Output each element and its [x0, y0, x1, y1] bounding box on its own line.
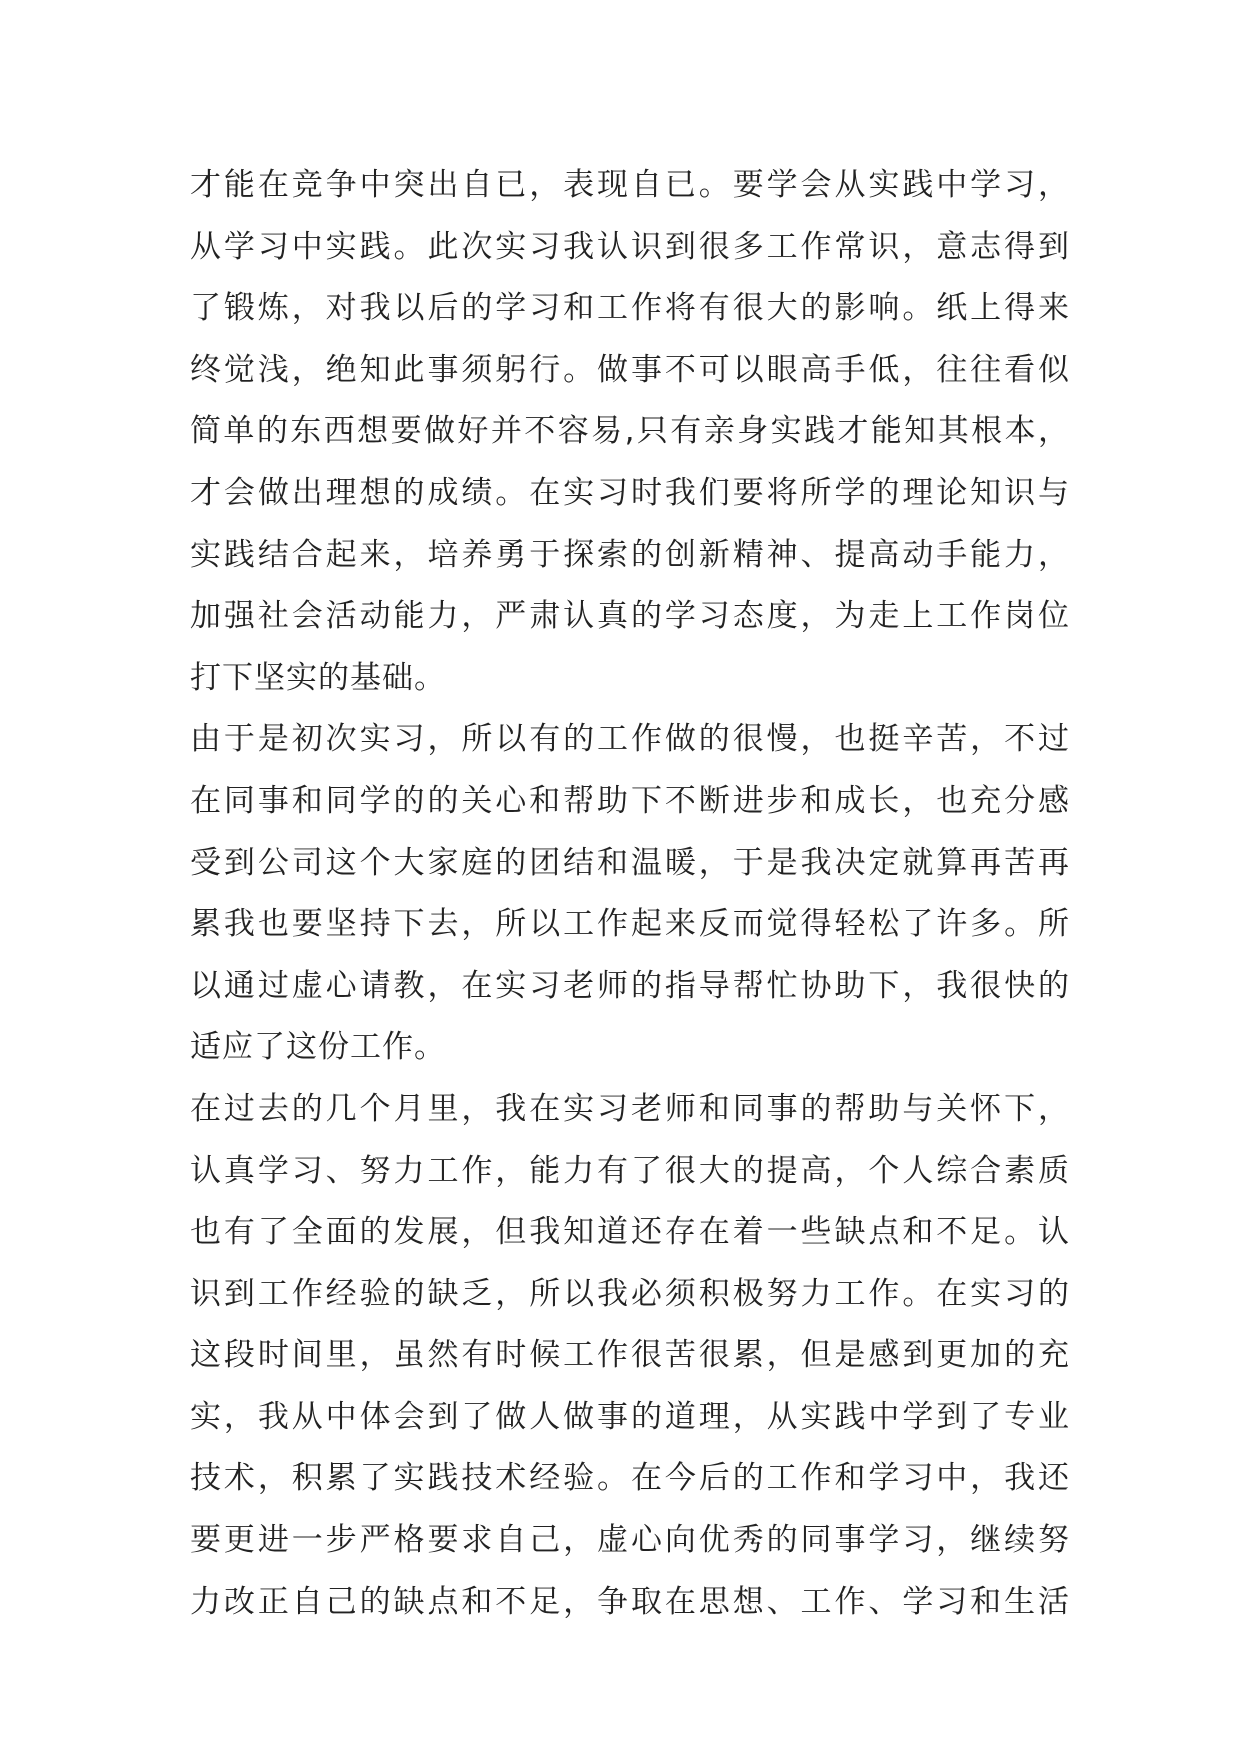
text-line: 才会做出理想的成绩。在实习时我们要将所学的理论知识与 [190, 474, 1070, 511]
text-line: 才能在竞争中突出自已，表现自已。要学会从实践中学习， [190, 167, 1070, 203]
text-line: 以通过虚心请教，在实习老师的指导帮忙协助下，我很快的 [190, 967, 1070, 1004]
text-line: 简单的东西想要做好并不容易,只有亲身实践才能知其根本， [190, 413, 1070, 450]
text-line: 从学习中实践。此次实习我认识到很多工作常识，意志得到 [190, 228, 1070, 265]
text-line: 在同事和同学的的关心和帮助下不断进步和成长，也充分感 [190, 782, 1070, 819]
text-line: 识到工作经验的缺乏，所以我必须积极努力工作。在实习的 [190, 1275, 1070, 1312]
text-line: 累我也要坚持下去，所以工作起来反而觉得轻松了许多。所 [190, 906, 1070, 943]
text-line: 实，我从中体会到了做人做事的道理，从实践中学到了专业 [190, 1398, 1070, 1435]
text-line: 也有了全面的发展，但我知道还存在着一些缺点和不足。认 [190, 1214, 1070, 1251]
text-line: 认真学习、努力工作，能力有了很大的提高，个人综合素质 [190, 1152, 1070, 1189]
text-line: 这段时间里，虽然有时候工作很苦很累，但是感到更加的充 [190, 1337, 1070, 1374]
text-line: 加强社会活动能力，严肃认真的学习态度，为走上工作岗位 [190, 598, 1070, 635]
text-line: 终觉浅，绝知此事须躬行。做事不可以眼高手低，往往看似 [190, 351, 1070, 388]
text-line: 实践结合起来，培养勇于探索的创新精神、提高动手能力， [190, 536, 1070, 573]
text-line: 力改正自己的缺点和不足，争取在思想、工作、学习和生活 [190, 1583, 1070, 1620]
text-line: 打下坚实的基础。 [190, 659, 446, 696]
body-text [190, 155, 1070, 1633]
text-line: 技术，积累了实践技术经验。在今后的工作和学习中，我还 [190, 1460, 1070, 1497]
text-line: 了锻炼，对我以后的学习和工作将有很大的影响。纸上得来 [190, 290, 1070, 327]
text-line: 在过去的几个月里，我在实习老师和同事的帮助与关怀下， [190, 1090, 1070, 1127]
text-line: 由于是初次实习，所以有的工作做的很慢，也挺辛苦，不过 [190, 721, 1070, 758]
text-line: 受到公司这个大家庭的团结和温暖，于是我决定就算再苦再 [190, 844, 1070, 881]
text-line: 要更进一步严格要求自己，虚心向优秀的同事学习，继续努 [190, 1522, 1070, 1559]
text-line: 适应了这份工作。 [190, 1029, 446, 1066]
